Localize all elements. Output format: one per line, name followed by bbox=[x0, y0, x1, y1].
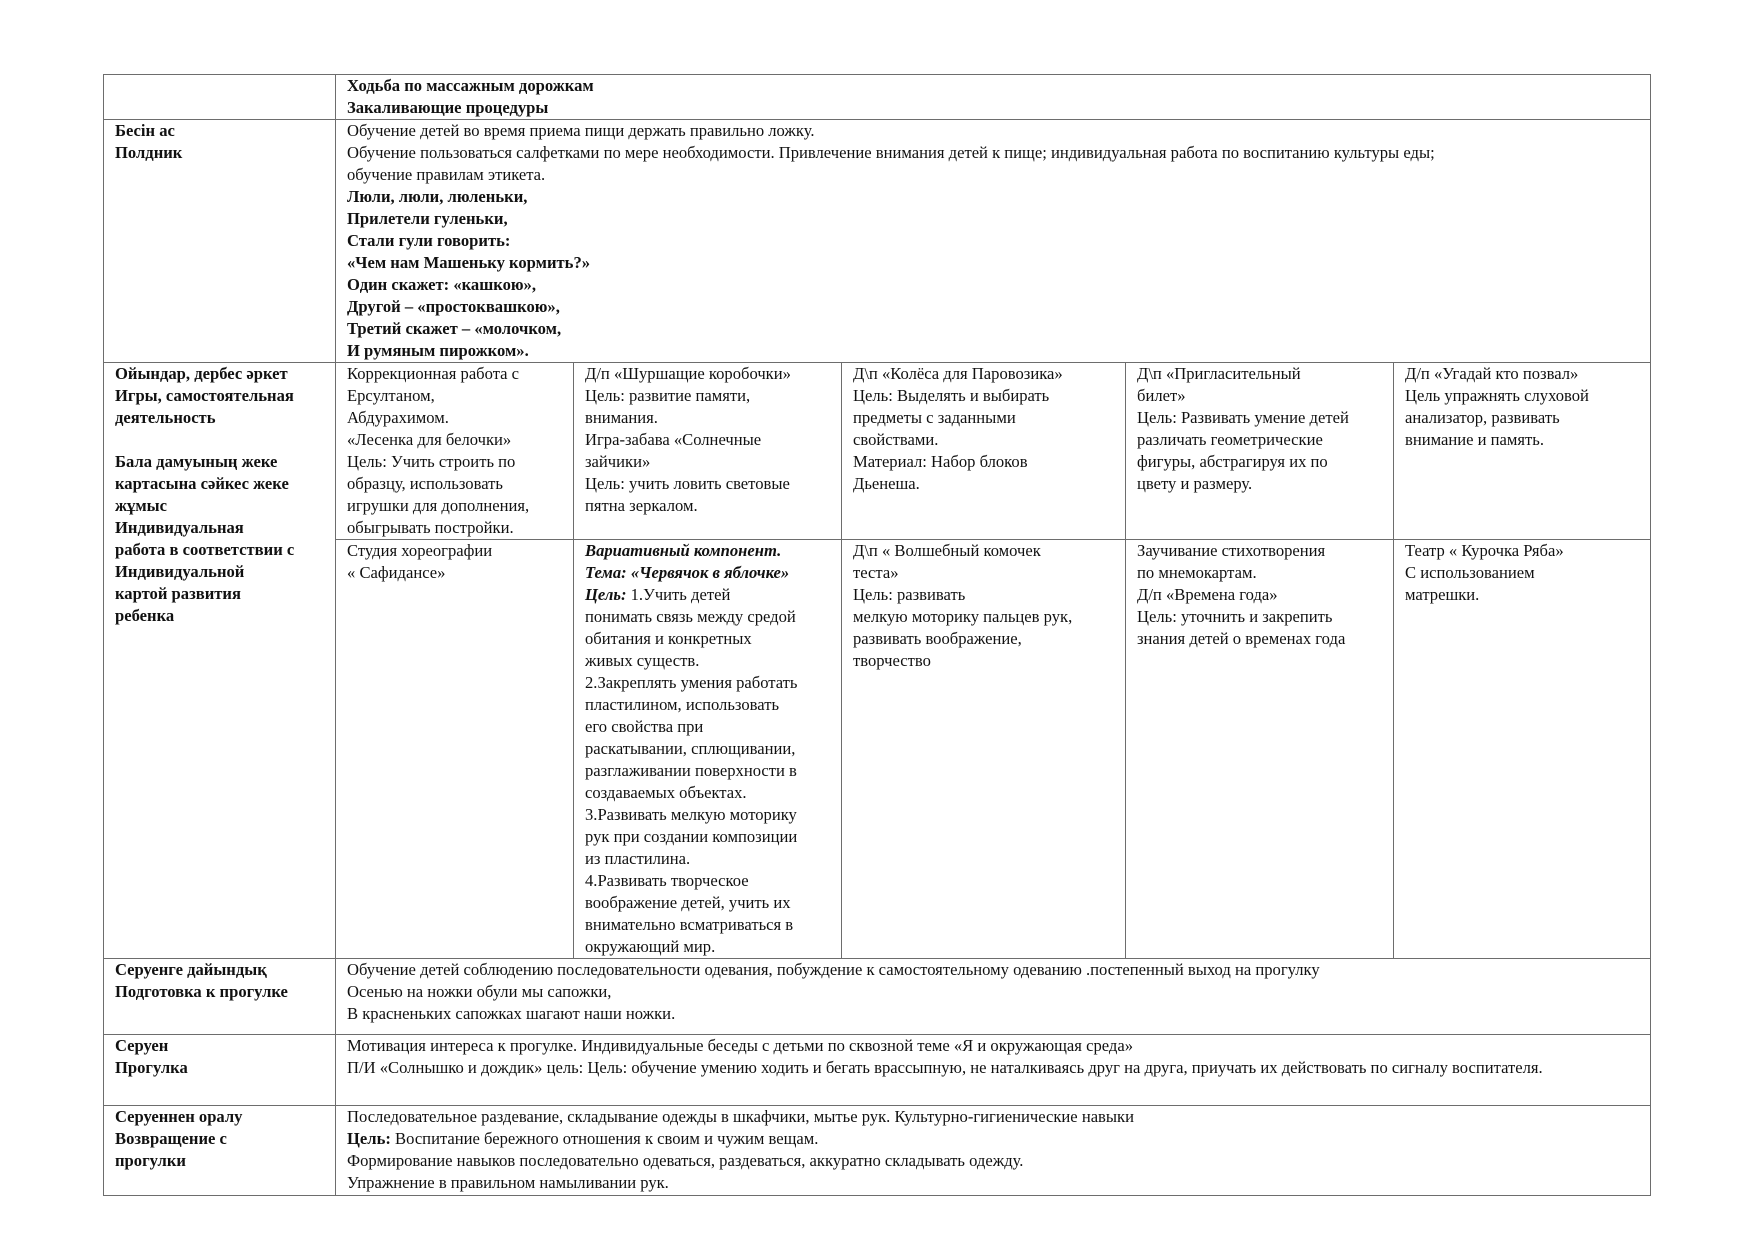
row-header-line: Возвращение с bbox=[115, 1129, 227, 1148]
text-line: живых существ. bbox=[585, 651, 700, 670]
row-header-line: Бесін ас bbox=[115, 121, 175, 140]
text-line: Д\п «Пригласительный bbox=[1137, 364, 1301, 383]
hardening-cell bbox=[336, 75, 1651, 120]
text-paragraph: П/И «Солнышко и дождик» цель: Цель: обучение умению ходить и бегать врассыпную, не наталкиваясь друг на друга, приучать их действовать по сигналу воспитателя. bbox=[347, 1058, 1543, 1077]
goal-text: Воспитание бережного отношения к своим и чужим вещам. bbox=[390, 1129, 819, 1148]
text-line: Студия хореографии bbox=[347, 541, 493, 560]
text-line: мелкую моторику пальцев рук, bbox=[853, 607, 1073, 626]
table-row bbox=[104, 363, 1651, 540]
goal-label: Цель: bbox=[347, 1129, 391, 1148]
table-row bbox=[104, 1035, 1651, 1106]
row-header-line: Полдник bbox=[115, 143, 183, 162]
text-line: внимания. bbox=[585, 408, 658, 427]
text-line: 3.Развивать мелкую моторику bbox=[585, 805, 797, 824]
text-line: Цель: уточнить и закрепить bbox=[1137, 607, 1333, 626]
text-line: Закаливающие процедуры bbox=[347, 98, 549, 117]
individual-cell-4 bbox=[1126, 540, 1394, 959]
text-line: Осенью на ножки обули мы сапожки, bbox=[347, 982, 612, 1001]
text-line: Цель упражнять слуховой bbox=[1405, 386, 1589, 405]
text-line: теста» bbox=[853, 563, 899, 582]
row-header-return bbox=[104, 1106, 336, 1196]
text-line: творчество bbox=[853, 651, 931, 670]
text-line: различать геометрические bbox=[1137, 430, 1323, 449]
table-row bbox=[104, 1106, 1651, 1196]
text-line: Театр « Курочка Ряба» bbox=[1405, 541, 1564, 560]
poem-line: «Чем нам Машеньку кормить?» bbox=[347, 253, 591, 272]
poldnik-cell bbox=[336, 120, 1651, 363]
row-header-line: прогулки bbox=[115, 1151, 186, 1170]
individual-cell-2 bbox=[574, 540, 842, 959]
text-line: Цель: развивать bbox=[853, 585, 966, 604]
text-line: Дьенеша. bbox=[853, 474, 920, 493]
text-line: обучение правилам этикета. bbox=[347, 165, 546, 184]
text-line: Д/п «Времена года» bbox=[1137, 585, 1278, 604]
row-header-poldnik bbox=[104, 120, 336, 363]
text-line: воображение детей, учить их bbox=[585, 893, 791, 912]
return-cell bbox=[336, 1106, 1651, 1196]
games-cell-3 bbox=[842, 363, 1126, 540]
text-line: Д/п «Угадай кто позвал» bbox=[1405, 364, 1579, 383]
row-header-line: Бала дамуының жеке bbox=[115, 452, 278, 471]
row-header-empty bbox=[104, 75, 336, 120]
text-line: Обучение пользоваться салфетками по мере необходимости. Привлечение внимания детей к пище; индивидуальная работа по воспитанию культуры еды; bbox=[347, 143, 1435, 162]
poem-line: Один скажет: «кашкою», bbox=[347, 275, 537, 294]
text-line: Формирование навыков последовательно одеваться, раздеваться, аккуратно складывать одежду. bbox=[347, 1151, 1024, 1170]
text-line: предметы с заданными bbox=[853, 408, 1016, 427]
goal-label: Цель: bbox=[585, 585, 627, 604]
text-line: «Лесенка для белочки» bbox=[347, 430, 512, 449]
text-line: анализатор, развивать bbox=[1405, 408, 1560, 427]
text-line: Абдурахимом. bbox=[347, 408, 449, 427]
walk-cell bbox=[336, 1035, 1651, 1106]
text-line: внимательно всматриваться в bbox=[585, 915, 794, 934]
row-header-prep bbox=[104, 959, 336, 1035]
text-line: его свойства при bbox=[585, 717, 704, 736]
games-cell-1 bbox=[336, 363, 574, 540]
row-header-line: жұмыс bbox=[115, 496, 167, 515]
text-line: рук при создании композиции bbox=[585, 827, 798, 846]
row-header-line: Подготовка к прогулке bbox=[115, 982, 288, 1001]
component-theme: Тема: «Червячок в яблочке» bbox=[585, 563, 790, 582]
table-row bbox=[104, 959, 1651, 1035]
row-header-line: картасына сәйкес жеке bbox=[115, 474, 289, 493]
text-line: В красненьких сапожках шагают наши ножки. bbox=[347, 1004, 676, 1023]
text-line: фигуры, абстрагируя их по bbox=[1137, 452, 1328, 471]
text-line: Обучение детей соблюдению последовательности одевания, побуждение к самостоятельному одеванию .постепенный выход на прогулку bbox=[347, 960, 1320, 979]
row-header-line: Индивидуальная bbox=[115, 518, 244, 537]
table-row bbox=[104, 540, 1651, 959]
row-header-line: Серуен bbox=[115, 1036, 169, 1055]
text-line: Цель: развитие памяти, bbox=[585, 386, 751, 405]
individual-cell-3 bbox=[842, 540, 1126, 959]
poem-line: Стали гули говорить: bbox=[347, 231, 511, 250]
text-line: внимание и память. bbox=[1405, 430, 1544, 449]
text-line: Ходьба по массажным дорожкам bbox=[347, 76, 594, 95]
row-header-line: Серуенге дайындық bbox=[115, 960, 267, 979]
poem-line: Прилетели гуленьки, bbox=[347, 209, 508, 228]
text-line: 4.Развивать творческое bbox=[585, 871, 749, 890]
row-header-walk bbox=[104, 1035, 336, 1106]
row-header-line: деятельность bbox=[115, 408, 216, 427]
poem-line: Другой – «простоквашкою», bbox=[347, 297, 560, 316]
text-line: Игра-забава «Солнечные bbox=[585, 430, 762, 449]
table-row bbox=[104, 120, 1651, 363]
text-line: Цель: Развивать умение детей bbox=[1137, 408, 1349, 427]
text-line: игрушки для дополнения, bbox=[347, 496, 530, 515]
row-header-line: Ойындар, дербес әркет bbox=[115, 364, 288, 383]
text-line: Цель: Выделять и выбирать bbox=[853, 386, 1050, 405]
goal-text: 1.Учить детей bbox=[626, 585, 731, 604]
daily-plan-table bbox=[103, 74, 1651, 1196]
prep-cell bbox=[336, 959, 1651, 1035]
text-line: Д\п « Волшебный комочек bbox=[853, 541, 1041, 560]
text-line: пятна зеркалом. bbox=[585, 496, 698, 515]
text-line: Д\п «Колёса для Паровозика» bbox=[853, 364, 1063, 383]
text-line: Цель: Учить строить по bbox=[347, 452, 516, 471]
text-line: Заучивание стихотворения bbox=[1137, 541, 1326, 560]
text-line: Ерсултаном, bbox=[347, 386, 435, 405]
row-header-line: работа в соответствии с bbox=[115, 540, 295, 559]
poem-line: Люли, люли, люленьки, bbox=[347, 187, 528, 206]
text-line: понимать связь между средой bbox=[585, 607, 796, 626]
text-line: свойствами. bbox=[853, 430, 939, 449]
row-header-line: ребенка bbox=[115, 606, 175, 625]
row-header-line: Серуеннен оралу bbox=[115, 1107, 243, 1126]
text-line bbox=[585, 584, 835, 606]
text-line: Последовательное раздевание, складывание одежды в шкафчики, мытье рук. Культурно-гигиенические навыки bbox=[347, 1107, 1134, 1126]
games-cell-2 bbox=[574, 363, 842, 540]
text-line: матрешки. bbox=[1405, 585, 1480, 604]
spacer bbox=[115, 429, 329, 451]
text-line: « Сафидансе» bbox=[347, 563, 446, 582]
row-header-line: Прогулка bbox=[115, 1058, 188, 1077]
text-line: 2.Закреплять умения работать bbox=[585, 673, 798, 692]
row-header-line: картой развития bbox=[115, 584, 241, 603]
text-line: С использованием bbox=[1405, 563, 1535, 582]
poem-line: И румяным пирожком». bbox=[347, 341, 529, 360]
component-title: Вариативный компонент. bbox=[585, 541, 782, 560]
text-line: обыгрывать постройки. bbox=[347, 518, 514, 537]
text-line bbox=[347, 1128, 1644, 1150]
games-cell-5 bbox=[1394, 363, 1651, 540]
text-line: Коррекционная работа с bbox=[347, 364, 520, 383]
text-line: обитания и конкретных bbox=[585, 629, 752, 648]
text-line: Цель: учить ловить световые bbox=[585, 474, 790, 493]
row-header-games bbox=[104, 363, 336, 959]
text-line: пластилином, использовать bbox=[585, 695, 780, 714]
individual-cell-5 bbox=[1394, 540, 1651, 959]
text-line: Материал: Набор блоков bbox=[853, 452, 1028, 471]
text-line: разглаживании поверхности в bbox=[585, 761, 797, 780]
row-header-line: Игры, самостоятельная bbox=[115, 386, 294, 405]
text-line: билет» bbox=[1137, 386, 1186, 405]
text-line: Мотивация интереса к прогулке. Индивидуальные беседы с детьми по сквозной теме «Я и окружающая среда» bbox=[347, 1036, 1133, 1055]
poem-line: Третий скажет – «молочком, bbox=[347, 319, 562, 338]
table-row bbox=[104, 75, 1651, 120]
text-line: зайчики» bbox=[585, 452, 651, 471]
individual-cell-1 bbox=[336, 540, 574, 959]
text-line: создаваемых объектах. bbox=[585, 783, 747, 802]
text-line: развивать воображение, bbox=[853, 629, 1022, 648]
text-line: цвету и размеру. bbox=[1137, 474, 1253, 493]
text-line: Упражнение в правильном намыливании рук. bbox=[347, 1173, 669, 1192]
row-header-line: Индивидуальной bbox=[115, 562, 245, 581]
text-line: Обучение детей во время приема пищи держать правильно ложку. bbox=[347, 121, 815, 140]
text-line: раскатывании, сплющивании, bbox=[585, 739, 796, 758]
text-line: Д/п «Шуршащие коробочки» bbox=[585, 364, 791, 383]
text-line: окружающий мир. bbox=[585, 937, 716, 956]
text-line: из пластилина. bbox=[585, 849, 691, 868]
text-line: знания детей о временах года bbox=[1137, 629, 1346, 648]
text-line: по мнемокартам. bbox=[1137, 563, 1257, 582]
games-cell-4 bbox=[1126, 363, 1394, 540]
text-line: образцу, использовать bbox=[347, 474, 503, 493]
